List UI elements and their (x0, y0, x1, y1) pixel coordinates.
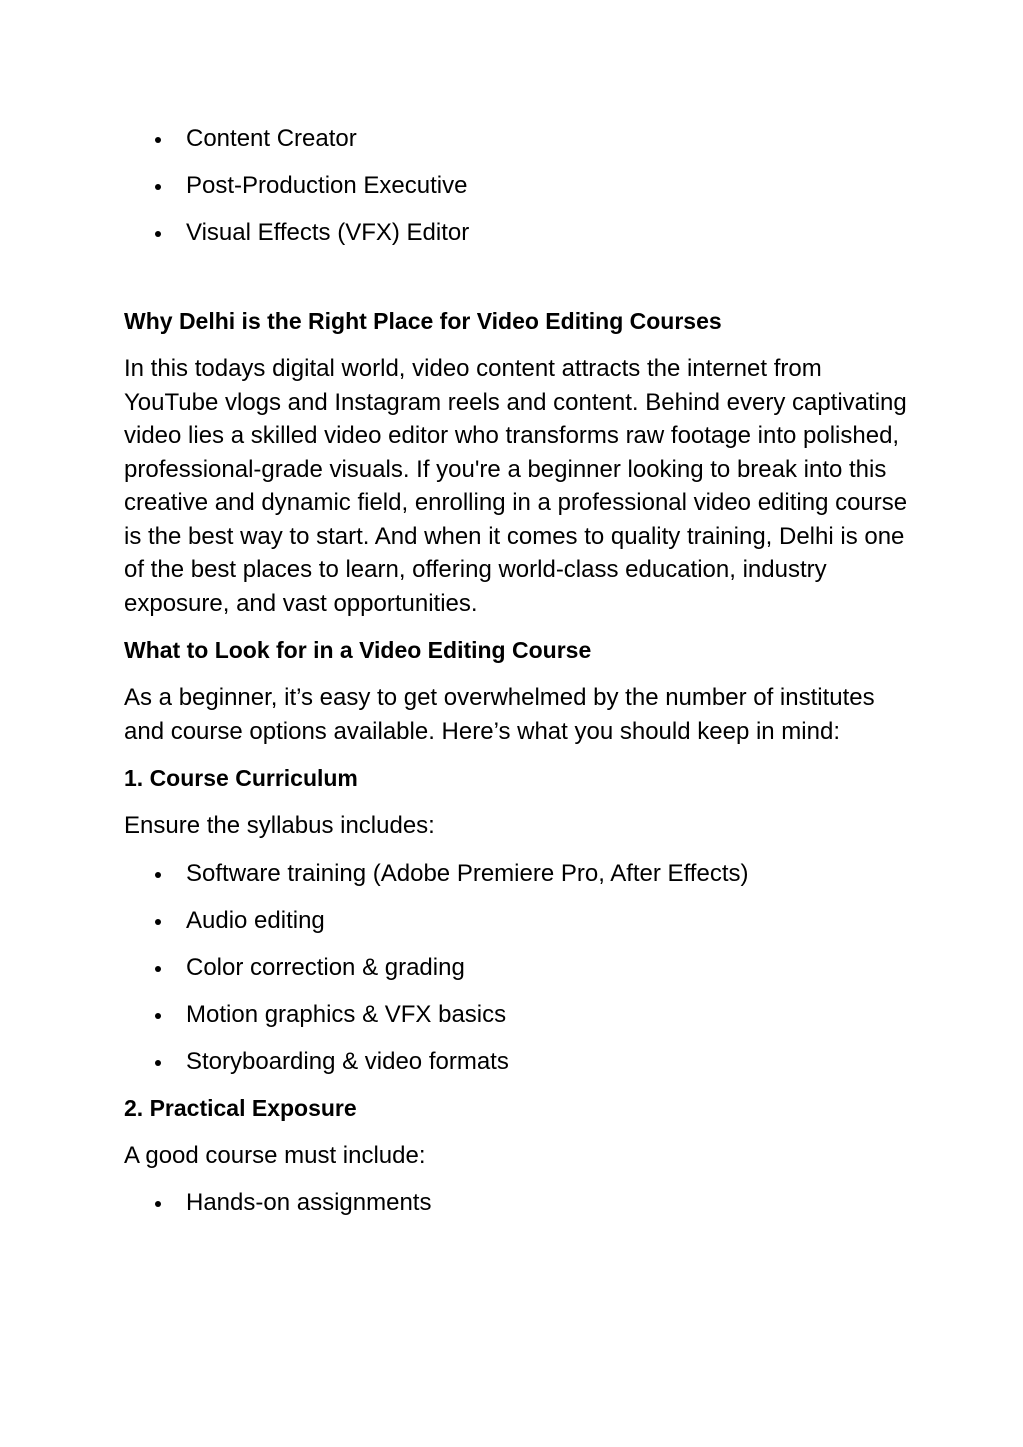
bullet-icon (155, 184, 161, 190)
exposure-heading: 2. Practical Exposure (124, 1094, 357, 1121)
list-item (124, 169, 914, 202)
list-item-text: Software training (Adobe Premiere Pro, After Effects) (186, 859, 749, 887)
list-item (124, 216, 914, 249)
career-list (124, 122, 914, 249)
list-item-text: Color correction & grading (186, 953, 465, 981)
list-item (124, 122, 914, 155)
list-item-text: Hands-on assignments (186, 1189, 432, 1216)
list-item (124, 1045, 914, 1078)
list-item-text: Visual Effects (VFX) Editor (186, 219, 470, 246)
what-to-look-paragraph: As a beginner, it’s easy to get overwhelmed by the number of institutes and course options available. Here’s what you should keep in mind: (124, 684, 875, 745)
list-item (124, 857, 914, 890)
list-item-text: Post-Production Executive (186, 172, 468, 199)
list-item-text: Storyboarding & video formats (186, 1047, 509, 1075)
list-item (124, 1186, 914, 1219)
list-item-text: Audio editing (186, 906, 325, 934)
why-delhi-paragraph: In this todays digital world, video content attracts the internet from YouTube vlogs and Instagram reels and content. Behind every captivating video lies a skilled video editor who transforms raw footage into polished, professional-grade visuals. If you're a beginner looking to break into this creative and dynamic field, enrolling in a professional video editing course is the best way to start. And when it comes to quality training, Delhi is one of the best places to learn, offering world-class education, industry exposure, and vast opportunities. (124, 355, 908, 617)
exposure-list (124, 1186, 914, 1219)
list-item-text: Motion graphics & VFX basics (186, 1000, 507, 1028)
list-item (124, 951, 914, 984)
list-item (124, 904, 914, 937)
bullet-icon (155, 1060, 161, 1066)
list-item (124, 998, 914, 1031)
bullet-icon (155, 1013, 161, 1019)
list-item-text: Content Creator (186, 125, 357, 152)
curriculum-list (124, 857, 914, 1078)
curriculum-intro: Ensure the syllabus includes: (124, 812, 435, 839)
bullet-icon (155, 231, 161, 237)
bullet-icon (155, 1201, 161, 1207)
curriculum-heading: 1. Course Curriculum (124, 765, 358, 791)
bullet-icon (155, 919, 161, 925)
bullet-icon (155, 966, 161, 972)
what-to-look-heading: What to Look for in a Video Editing Course (124, 637, 592, 663)
bullet-icon (155, 872, 161, 878)
exposure-intro: A good course must include: (124, 1141, 426, 1169)
why-delhi-heading: Why Delhi is the Right Place for Video Editing Courses (124, 308, 722, 334)
document-page (124, 122, 914, 1219)
bullet-icon (155, 137, 161, 143)
